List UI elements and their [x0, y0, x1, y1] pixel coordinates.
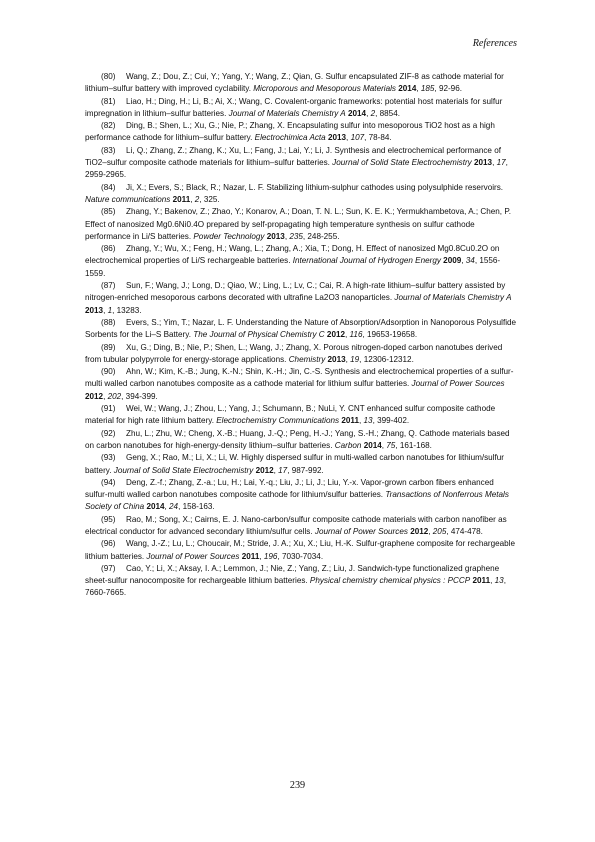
reference-year: 2013 — [327, 354, 346, 364]
reference-number: (94) — [101, 477, 116, 487]
reference-entry: (93) Geng, X.; Rao, M.; Li, X.; Li, W. Highly dispersed sulfur in multi-walled carbon nanotubes for lithium/sulfur battery. Journal of Solid State Electrochemistry 2012, 17, 987-992. — [85, 453, 504, 475]
reference-year: 2014 — [146, 502, 165, 512]
reference-year: 2012 — [255, 465, 274, 475]
reference-entry: (90) Ahn, W.; Kim, K.-B.; Jung, K.-N.; Shin, K.-H.; Jin, C.-S. Synthesis and electrochemical properties of a sulfur-multi walled carbon nanotubes composite as a cathode material for lithium sulfur batteries. Journal of Power Sources 2012, 202, 394-399. — [85, 367, 514, 401]
reference-volume: 75 — [386, 440, 396, 450]
reference-year: 2011 — [472, 576, 491, 586]
reference-list — [85, 71, 517, 600]
reference-authors-title: Wang, J.-Z.; Lu, L.; Choucair, M.; Stride, J. A.; Xu, X.; Liu, H.-K. Sulfur-graphene composite for rechargeable lithium batteries. — [85, 539, 515, 561]
reference-entry: (81) Liao, H.; Ding, H.; Li, B.; Ai, X.; Wang, C. Covalent-organic frameworks: potential host materials for sulfur impregnation in lithium–sulfur batteries. Journal of Materials Chemistry A 2014, 2, 8854. — [85, 96, 503, 118]
reference-pages: 161-168. — [399, 440, 432, 450]
reference-number: (88) — [101, 317, 116, 327]
reference-pages: 1556-1559. — [85, 256, 501, 278]
reference-journal: Physical chemistry chemical physics : PCCP — [309, 576, 471, 586]
reference-journal: Electrochimica Acta — [254, 133, 326, 143]
reference-journal: Microporous and Mesoporous Materials — [253, 84, 396, 94]
reference-volume: 17 — [496, 158, 506, 168]
reference-volume: 185 — [420, 84, 435, 94]
reference-entry: (91) Wei, W.; Wang, J.; Zhou, L.; Yang, J.; Schumann, B.; NuLi, Y. CNT enhanced sulfur composite cathode material for high rate lithium battery. Electrochemistry Communications 2011, 13, 399-402. — [85, 404, 496, 426]
reference-number: (91) — [101, 404, 116, 414]
reference-journal: Electrochemistry Communications — [216, 416, 340, 426]
reference-journal: Transactions of Nonferrous Metals Society of China — [85, 490, 509, 512]
reference-year: 2014 — [348, 108, 367, 118]
reference-pages: 2959-2965. — [85, 170, 127, 180]
reference-journal: Journal of Power Sources — [146, 551, 240, 561]
reference-volume: 235 — [289, 231, 303, 241]
reference-authors-title: Wang, Z.; Dou, Z.; Cui, Y.; Yang, Y.; Wang, Z.; Qian, G. Sulfur encapsulated ZIF-8 as cathode material for lithium–sulfur battery with improved cyclability. — [85, 72, 504, 94]
reference-authors-title: Zhu, L.; Zhu, W.; Cheng, X.-B.; Huang, J.-Q.; Peng, H.-J.; Yang, S.-H.; Zhang, Q. Cathode materials based on carbon nanotubes for high-energy-density lithium–sulfur batteries. — [85, 428, 510, 450]
reference-entry: (94) Deng, Z.-f.; Zhang, Z.-a.; Lu, H.; Lai, Y.-q.; Liu, J.; Li, J.; Liu, Y.-x. Vapor-grown carbon fibers enhanced sulfur-multi walled carbon nanotubes composite cathode for lithium/sulfur batteries. Transactions of Nonferrous Metals Society of China 2014, 24, 158-163. — [85, 477, 509, 512]
reference-authors-title: Zhang, Y.; Bakenov, Z.; Zhao, Y.; Konarov, A.; Doan, T. N. L.; Sun, K. E. K.; Yermukhambetova, A.; Chen, P. Effect of nanosized Mg0.6Ni0.4O prepared by self-propagating high temperature synthesis on sulfur cathode performance in Li/S batteries. — [85, 207, 511, 241]
reference-volume: 19 — [350, 354, 360, 364]
reference-pages: 8854. — [379, 108, 400, 118]
reference-pages: 12306-12312. — [363, 354, 414, 364]
reference-authors-title: Xu, G.; Ding, B.; Nie, P.; Shen, L.; Wang, J.; Zhang, X. Porous nitrogen-doped carbon nanotubes derived from tubular polypyrrole for energy-storage applications. — [85, 342, 503, 364]
reference-authors-title: Ahn, W.; Kim, K.-B.; Jung, K.-N.; Shin, K.-H.; Jin, C.-S. Synthesis and electrochemical properties of a sulfur-multi walled carbon nanotubes composite as a cathode material for lithium sulfur batteries. — [85, 367, 514, 389]
reference-number: (97) — [101, 563, 116, 573]
reference-journal: Carbon — [334, 440, 362, 450]
reference-entry: (86) Zhang, Y.; Wu, X.; Feng, H.; Wang, L.; Zhang, A.; Xia, T.; Dong, H. Effect of nanosized Mg0.8Cu0.2O on electrochemical properties of Li/S rechargeable batteries. International Journal of Hydrogen Energy 2009, 34, 1556-1559. — [85, 244, 501, 278]
reference-journal: Journal of Solid State Electrochemistry — [332, 158, 472, 168]
reference-volume: 196 — [263, 551, 278, 561]
reference-entry: (97) Cao, Y.; Li, X.; Aksay, I. A.; Lemmon, J.; Nie, Z.; Yang, Z.; Liu, J. Sandwich-type functionalized graphene sheet-sulfur nanocomposite for rechargeable lithium batteries. Physical chemistry chemical physics : PCCP 2011, 13, 7660-7665. — [85, 563, 506, 598]
reference-entry: (84) Ji, X.; Evers, S.; Black, R.; Nazar, L. F. Stabilizing lithium-sulphur cathodes using polysulphide reservoirs. Nature communications 2011, 2, 325. — [85, 182, 504, 204]
reference-number: (96) — [101, 539, 116, 549]
reference-authors-title: Ji, X.; Evers, S.; Black, R.; Nazar, L. F. Stabilizing lithium-sulphur cathodes using polysulphide reservoirs. — [126, 182, 504, 192]
reference-volume: 1 — [107, 305, 113, 315]
reference-volume: 13 — [494, 576, 504, 586]
reference-authors-title: Liao, H.; Ding, H.; Li, B.; Ai, X.; Wang, C. Covalent-organic frameworks: potential host materials for sulfur impregnation in lithium–sulfur batteries. — [85, 96, 503, 118]
reference-journal: Journal of Materials Chemistry A — [394, 293, 512, 303]
reference-authors-title: Evers, S.; Yim, T.; Nazar, L. F. Understanding the Nature of Absorption/Adsorption in Nanoporous Polysulfide Sorbents for the Li–S Battery. — [85, 317, 517, 340]
reference-pages: 987-992. — [291, 465, 324, 475]
reference-entry: (96) Wang, J.-Z.; Lu, L.; Choucair, M.; Stride, J. A.; Xu, X.; Liu, H.-K. Sulfur-graphene composite for rechargeable lithium batteries. Journal of Power Sources 2011, 196, 7030-7034. — [85, 539, 515, 561]
reference-entry: (87) Sun, F.; Wang, J.; Long, D.; Qiao, W.; Ling, L.; Lv, C.; Cai, R. A high-rate lithium–sulfur battery assisted by nitrogen-enriched mesoporous carbons decorated with ultrafine La2O3 nanoparticles. Journal of Materials Chemistry A 2013, 1, 13283. — [85, 281, 512, 315]
reference-entry: (85) Zhang, Y.; Bakenov, Z.; Zhao, Y.; Konarov, A.; Doan, T. N. L.; Sun, K. E. K.; Yermukhambetova, A.; Chen, P. Effect of nanosized Mg0.6Ni0.4O prepared by self-propagating high temperature synthesis on sulfur cathode performance in Li/S batteries. Powder Technology 2013, 235, 248-255. — [85, 207, 511, 241]
reference-volume: 2 — [370, 108, 376, 118]
reference-number: (81) — [101, 96, 116, 106]
reference-pages: 13283. — [116, 305, 142, 315]
reference-authors-title: Deng, Z.-f.; Zhang, Z.-a.; Lu, H.; Lai, Y.-q.; Liu, J.; Li, J.; Liu, Y.-x. Vapor-grown carbon fibers enhanced sulfur-multi walled carbon nanotubes composite cathode for lithium/sulfur batteries. — [85, 477, 494, 500]
reference-number: (84) — [101, 182, 116, 192]
reference-pages: 158-163. — [182, 502, 215, 512]
reference-year: 2013 — [85, 305, 104, 315]
reference-journal: Journal of Materials Chemistry A — [228, 108, 346, 118]
reference-journal: The Journal of Physical Chemistry C — [193, 330, 325, 340]
reference-authors-title: Wei, W.; Wang, J.; Zhou, L.; Yang, J.; Schumann, B.; NuLi, Y. CNT enhanced sulfur composite cathode material for high rate lithium battery. — [85, 404, 496, 426]
reference-journal: Chemistry — [288, 354, 326, 364]
reference-number: (80) — [101, 72, 116, 81]
reference-pages: 78-84. — [368, 133, 392, 143]
reference-year: 2013 — [266, 231, 285, 241]
reference-year: 2012 — [326, 330, 345, 340]
running-header: References — [472, 38, 517, 49]
reference-volume: 116 — [349, 330, 363, 340]
reference-pages: 7660-7665. — [85, 588, 127, 598]
reference-number: (86) — [101, 244, 116, 254]
reference-journal: International Journal of Hydrogen Energy — [292, 256, 441, 266]
reference-number: (82) — [101, 121, 116, 131]
reference-entry: (82) Ding, B.; Shen, L.; Xu, G.; Nie, P.; Zhang, X. Encapsulating sulfur into mesoporous TiO2 host as a high performance cathode for lithium–sulfur battery. Electrochimica Acta 2013, 107, 78-84. — [85, 121, 495, 143]
reference-authors-title: Geng, X.; Rao, M.; Li, X.; Li, W. Highly dispersed sulfur in multi-walled carbon nanotubes for lithium/sulfur battery. — [85, 453, 504, 475]
reference-number: (95) — [101, 514, 116, 524]
reference-pages: 474-478. — [450, 526, 483, 536]
reference-year: 2013 — [473, 158, 493, 168]
reference-year: 2014 — [398, 84, 417, 94]
reference-volume: 13 — [363, 416, 373, 426]
reference-authors-title: Cao, Y.; Li, X.; Aksay, I. A.; Lemmon, J.; Nie, Z.; Yang, Z.; Liu, J. Sandwich-type functionalized graphene sheet-sulfur nanocomposite for rechargeable lithium batteries. — [85, 563, 500, 586]
reference-pages: 248-255. — [307, 231, 340, 241]
reference-journal: Journal of Power Sources — [411, 379, 505, 389]
reference-year: 2014 — [363, 440, 382, 450]
reference-authors-title: Ding, B.; Shen, L.; Xu, G.; Nie, P.; Zhang, X. Encapsulating sulfur into mesoporous TiO2 host as a high performance cathode for lithium–sulfur battery. — [85, 121, 495, 143]
reference-entry: (95) Rao, M.; Song, X.; Cairns, E. J. Nano-carbon/sulfur composite cathode materials with carbon nanofiber as electrical conductor for advanced secondary lithium/sulfur cells. Journal of Power Sources 2012, 205, 474-478. — [85, 514, 507, 536]
reference-entry: (80) Wang, Z.; Dou, Z.; Cui, Y.; Yang, Y.; Wang, Z.; Qian, G. Sulfur encapsulated ZIF-8 as cathode material for lithium–sulfur battery with improved cyclability. Microporous and Mesoporous Materials 2014, 185, 92-96. — [85, 72, 504, 94]
reference-pages: 394-399. — [125, 391, 158, 401]
reference-volume: 24 — [169, 502, 179, 512]
reference-journal: Journal of Solid State Electrochemistry — [113, 465, 254, 475]
reference-year: 2012 — [85, 391, 104, 401]
reference-entry: (83) Li, Q.; Zhang, Z.; Zhang, K.; Xu, L.; Fang, J.; Lai, Y.; Li, J. Synthesis and electrochemical performance of TiO2–sulfur composite cathode materials for lithium–sulfur batteries. Journal of Solid State Electrochemistry 2013, 17, 2959-2965. — [85, 145, 508, 180]
reference-number: (90) — [101, 367, 116, 377]
reference-volume: 202 — [107, 391, 122, 401]
reference-journal: Powder Technology — [193, 231, 265, 241]
reference-volume: 34 — [465, 256, 475, 266]
reference-authors-title: Li, Q.; Zhang, Z.; Zhang, K.; Xu, L.; Fang, J.; Lai, Y.; Li, J. Synthesis and electrochemical performance of TiO2–sulfur composite cathode materials for lithium–sulfur batteries. — [85, 145, 501, 168]
page-number: 239 — [289, 780, 306, 791]
reference-number: (89) — [101, 342, 116, 352]
reference-year: 2009 — [443, 256, 462, 266]
reference-authors-title: Rao, M.; Song, X.; Cairns, E. J. Nano-carbon/sulfur composite cathode materials with carbon nanofiber as electrical conductor for advanced secondary lithium/sulfur cells. — [85, 514, 507, 536]
reference-volume: 2 — [194, 194, 200, 204]
reference-number: (92) — [101, 428, 116, 438]
reference-volume: 205 — [432, 526, 447, 536]
reference-entry: (89) Xu, G.; Ding, B.; Nie, P.; Shen, L.; Wang, J.; Zhang, X. Porous nitrogen-doped carbon nanotubes derived from tubular polypyrrole for energy-storage applications. Chemistry 2013, 19, 12306-12312. — [85, 342, 503, 364]
reference-year: 2011 — [241, 551, 260, 561]
reference-number: (85) — [101, 207, 116, 217]
reference-year: 2011 — [341, 416, 359, 426]
reference-volume: 107 — [350, 133, 365, 143]
reference-journal: Journal of Power Sources — [314, 526, 408, 536]
reference-pages: 92-96. — [438, 84, 462, 94]
reference-entry: (88) Evers, S.; Yim, T.; Nazar, L. F. Understanding the Nature of Absorption/Adsorption in Nanoporous Polysulfide Sorbents for the Li–S Battery. The Journal of Physical Chemistry C 2012, 116, 19653-19658. — [85, 317, 517, 340]
reference-pages: 19653-19658. — [366, 330, 418, 340]
reference-year: 2012 — [410, 526, 429, 536]
reference-authors-title: Sun, F.; Wang, J.; Long, D.; Qiao, W.; Ling, L.; Lv, C.; Cai, R. A high-rate lithium–sulfur battery assisted by nitrogen-enriched mesoporous carbons decorated with ultrafine La2O3 nanoparticles. — [85, 281, 506, 303]
reference-authors-title: Zhang, Y.; Wu, X.; Feng, H.; Wang, L.; Zhang, A.; Xia, T.; Dong, H. Effect of nanosized Mg0.8Cu0.2O on electrochemical properties of Li/S rechargeable batteries. — [85, 244, 500, 266]
reference-entry: (92) Zhu, L.; Zhu, W.; Cheng, X.-B.; Huang, J.-Q.; Peng, H.-J.; Yang, S.-H.; Zhang, Q. Cathode materials based on carbon nanotubes for high-energy-density lithium–sulfur batteries. Carbon 2014, 75, 161-168. — [85, 428, 510, 450]
reference-pages: 399-402. — [377, 416, 410, 426]
reference-number: (83) — [101, 145, 116, 155]
reference-volume: 17 — [278, 465, 288, 475]
reference-journal: Nature communications — [85, 194, 171, 204]
reference-number: (93) — [101, 453, 116, 463]
reference-pages: 325. — [203, 194, 220, 204]
reference-pages: 7030-7034. — [281, 551, 324, 561]
reference-year: 2013 — [327, 133, 347, 143]
reference-year: 2011 — [172, 194, 191, 204]
reference-number: (87) — [101, 281, 116, 291]
